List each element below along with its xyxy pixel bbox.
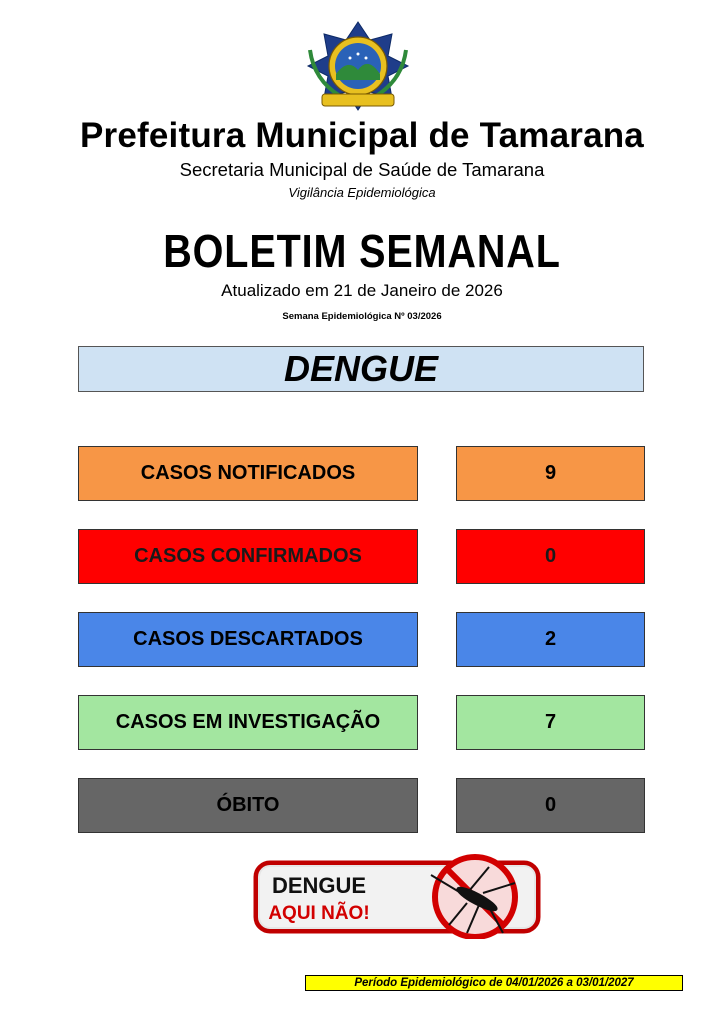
department-subtitle: Secretaria Municipal de Saúde de Tamarana — [179, 159, 545, 180]
stat-value-discarded: 2 — [456, 612, 645, 667]
dengue-aqui-nao-badge — [253, 853, 541, 939]
stat-label-confirmed: CASOS CONFIRMADOS — [78, 529, 418, 584]
stat-label-investigation: CASOS EM INVESTIGAÇÃO — [78, 695, 418, 750]
stat-label-notified: CASOS NOTIFICADOS — [78, 446, 418, 501]
stat-label-discarded: CASOS DESCARTADOS — [78, 612, 418, 667]
epidemiological-period: Período Epidemiológico de 04/01/2026 a 03/01/2027 — [305, 975, 683, 991]
disease-banner: DENGUE — [78, 346, 644, 392]
badge-line-1: DENGUE — [271, 873, 367, 898]
badge-line-2: AQUI NÃO! — [268, 903, 370, 924]
epidemiological-week: Semana Epidemiológica Nº 03/2026 — [282, 311, 442, 322]
bulletin-title: BOLETIM SEMANAL — [163, 225, 561, 277]
stat-value-investigation: 7 — [456, 695, 645, 750]
stat-value-confirmed: 0 — [456, 529, 645, 584]
page-title: Prefeitura Municipal de Tamarana — [80, 116, 644, 155]
municipal-crest-icon — [300, 20, 416, 112]
stat-value-death: 0 — [456, 778, 645, 833]
updated-date: Atualizado em 21 de Janeiro de 2026 — [221, 281, 503, 300]
stat-value-notified: 9 — [456, 446, 645, 501]
stat-label-death: ÓBITO — [78, 778, 418, 833]
unit-name: Vigilância Epidemiológica — [288, 185, 436, 200]
